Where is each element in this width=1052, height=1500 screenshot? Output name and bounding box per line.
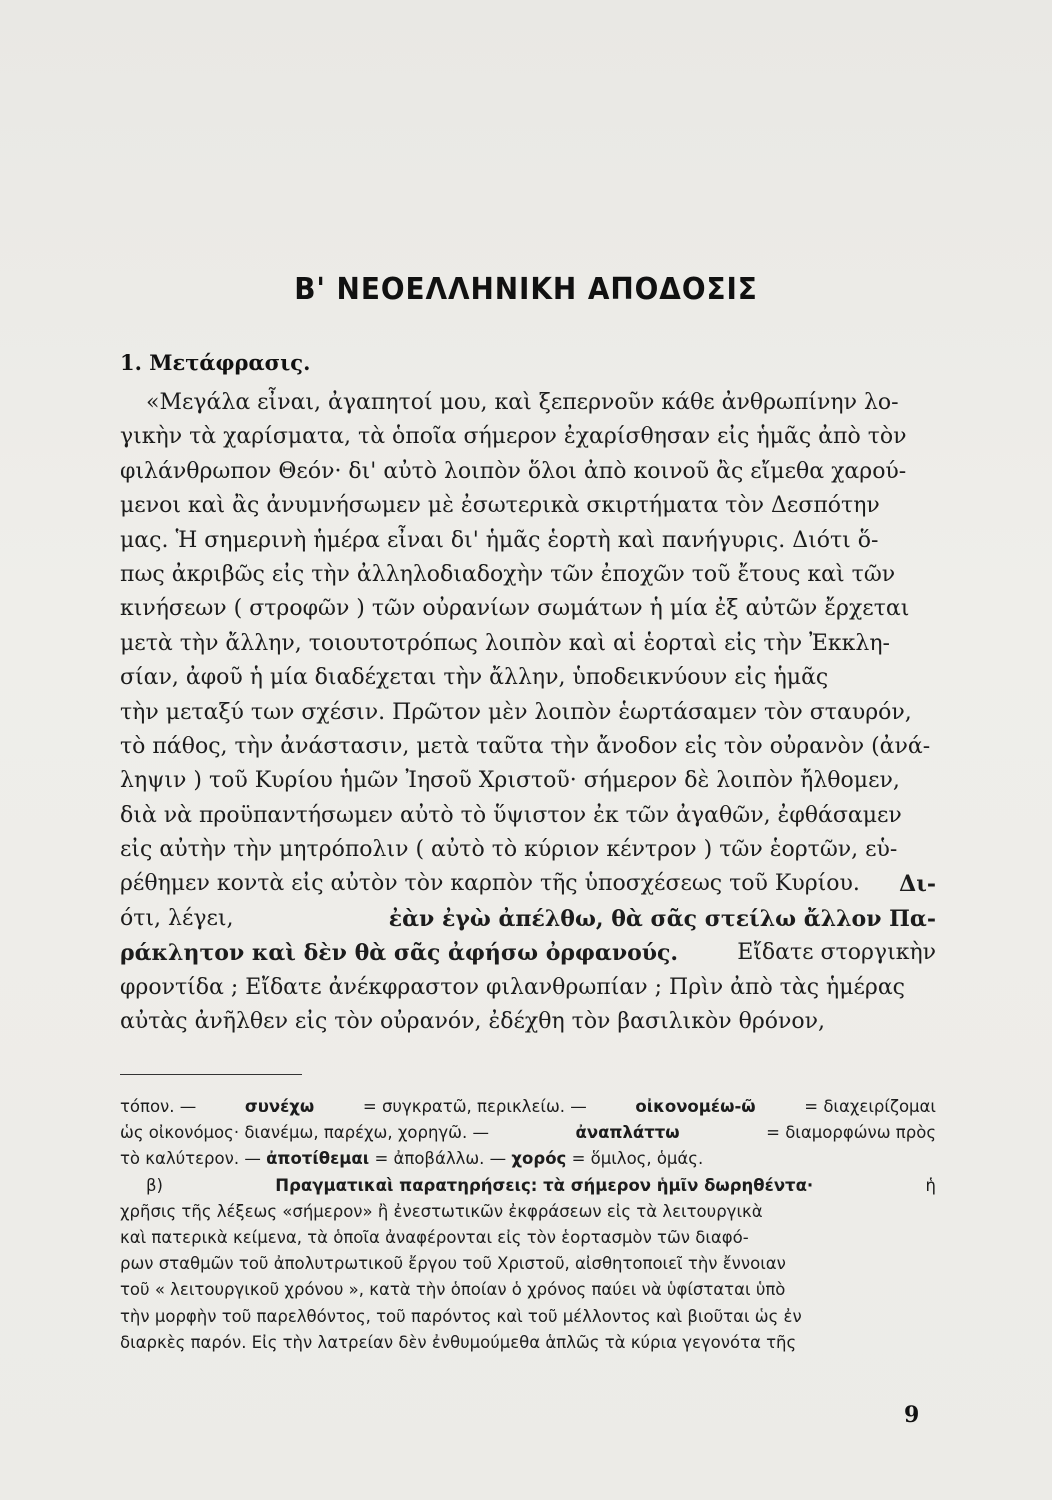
glossary-term: χορός [511,1149,567,1169]
footnotes [120,1094,936,1356]
bold-phrase: Δι- [899,871,936,898]
footnote-line: καὶ πατερικὰ κείμενα, τὰ ὁποῖα ἀναφέρονται εἰς τὸν ἑορτασμὸν τῶν διαφό- [120,1227,749,1247]
footnote-line: τοῦ « λειτουργικοῦ χρόνου », κατὰ τὴν ὁποίαν ὁ χρόνος παύει νὰ ὑφίσταται ὑπὸ [120,1280,786,1300]
text-line: κινήσεων ( στροφῶν ) τῶν οὐρανίων σωμάτων ἡ μία ἐξ αὐτῶν ἔρχεται [120,596,910,622]
text-line: διὰ νὰ προϋπαντήσωμεν αὐτὸ τὸ ὕψιστον ἐκ τῶν ἀγαθῶν, ἐφθάσαμεν [120,802,902,828]
text-line: ληψιν ) τοῦ Κυρίου ἡμῶν Ἰησοῦ Χριστοῦ· σήμερον δὲ λοιπὸν ἤλθομεν, [120,768,900,794]
text-line: ράκλητον καὶ δὲν θὰ σᾶς ἀφήσω ὀρφανούς. Εἴδατε στοργικὴν [120,936,936,970]
text-line: πως ἀκριβῶς εἰς τὴν ἀλληλοδιαδοχὴν τῶν ἐποχῶν τοῦ ἔτους καὶ τῶν [120,561,896,587]
footnote-line: χρῆσις τῆς λέξεως «σήμερον» ἢ ἐνεστωτικῶν ἐκφράσεων εἰς τὰ λειτουργικὰ [120,1201,763,1221]
text-line: γικὴν τὰ χαρίσματα, τὰ ὁποῖα σήμερον ἐχαρίσθησαν εἰς ἡμᾶς ἀπὸ τὸν [120,424,907,450]
page-title: Β' ΝΕΟΕΛΛΗΝΙΚΗ ΑΠΟΔΟΣΙΣ [294,272,758,307]
glossary-term: οἰκονομέω-ῶ [635,1097,756,1116]
footnote-line: β) Πραγματικαὶ παρατηρήσεις: τὰ σήμερον ἡμῖν δωρηθέντα· ἡ [120,1173,936,1199]
text-line: τὸ πάθος, τὴν ἀνάστασιν, μετὰ ταῦτα τὴν ἄνοδον εἰς τὸν οὐρανὸν (ἀνά- [120,733,931,759]
text-line: αὐτὰς ἀνῆλθεν εἰς τὸν οὐρανόν, ἐδέχθη τὸν βασιλικὸν θρόνον, [120,1009,825,1035]
text-line: ρέθημεν κοντὰ εἰς αὐτὸν τὸν καρπὸν τῆς ὑποσχέσεως τοῦ Κυρίου. Δι- [120,867,936,901]
text-line: φροντίδα ; Εἴδατε ἀνέκφραστον φιλανθρωπίαν ; Πρὶν ἀπὸ τὰς ἡμέρας [120,974,906,1000]
section-heading: 1. Μετάφρασις. [120,350,311,375]
footnote-line: τόπον. — συνέχω = συγκρατῶ, περικλείω. — οἰκονομέω-ῶ = διαχειρίζομαι [120,1094,936,1120]
section-subheading: Πραγματικαὶ παρατηρήσεις: τὰ σήμερον ἡμῖν δωρηθέντα· [275,1175,814,1195]
translation-text [120,386,936,1039]
footnote-line: τὴν μορφὴν τοῦ παρελθόντος, τοῦ παρόντος καὶ τοῦ μέλλοντος καὶ βιοῦται ὡς ἐν [120,1306,802,1326]
text-line: ότι, λέγει, ἐὰν ἐγὼ ἀπέλθω, θὰ σᾶς στείλω ἄλλον Πα- [120,902,936,936]
text-line: εἰς αὐτὴν τὴν μητρόπολιν ( αὐτὸ τὸ κύριον κέντρον ) τῶν ἑορτῶν, εὑ- [120,837,898,863]
text-line: μετὰ τὴν ἄλλην, τοιουτοτρόπως λοιπὸν καὶ αἱ ἑορταὶ εἰς τὴν Ἐκκλη- [120,630,890,656]
text-line: σίαν, ἀφοῦ ἡ μία διαδέχεται τὴν ἄλλην, ὑποδεικνύουν εἰς ἡμᾶς [120,665,829,691]
footnote-line: διαρκὲς παρόν. Εἰς τὴν λατρείαν δὲν ἐνθυμούμεθα ἁπλῶς τὰ κύρια γεγονότα τῆς [120,1332,797,1352]
bold-phrase: ἐὰν ἐγὼ ἀπέλθω, θὰ σᾶς στείλω ἄλλον Πα- [388,905,936,932]
text-line: μενοι καὶ ἂς ἀνυμνήσωμεν μὲ ἐσωτερικὰ σκιρτήματα τὸν Δεσπότην [120,493,880,519]
bold-phrase: ράκλητον καὶ δὲν θὰ σᾶς ἀφήσω ὀρφανούς. [120,940,679,967]
text-line: μας. Ἡ σημερινὴ ἡμέρα εἶναι δι' ἡμᾶς ἑορτὴ καὶ πανήγυρις. Διότι ὅ- [120,527,879,553]
footnote-line: τὸ καλύτερον. — ἀποτίθεμαι = ἀποβάλλω. — χορός = ὅμιλος, ὁμάς. [120,1146,936,1172]
glossary-term: συνέχω [244,1097,315,1116]
footnote-line: ὡς οἰκονόμος· διανέμω, παρέχω, χορηγῶ. — ἀναπλάττω = διαμορφώνω πρὸς [120,1120,936,1146]
footnote-line: ρων σταθμῶν τοῦ ἀπολυτρωτικοῦ ἔργου τοῦ Χριστοῦ, αἰσθητοποιεῖ τὴν ἔννοιαν [120,1254,786,1274]
text-line: «Μεγάλα εἶναι, ἀγαπητοί μου, καὶ ξεπερνοῦν κάθε ἀνθρωπίνην λο- [146,390,899,415]
glossary-term: ἀναπλάττω [575,1123,680,1143]
glossary-term: ἀποτίθεμαι [266,1149,370,1169]
footnote-divider [120,1074,302,1075]
page-number: 9 [904,1402,920,1428]
text-line: τὴν μεταξύ των σχέσιν. Πρῶτον μὲν λοιπὸν ἑωρτάσαμεν τὸν σταυρόν, [120,699,912,725]
text-line: φιλάνθρωπον Θεόν· δι' αὐτὸ λοιπὸν ὅλοι ἀπὸ κοινοῦ ἂς εἴμεθα χαρού- [120,458,907,484]
